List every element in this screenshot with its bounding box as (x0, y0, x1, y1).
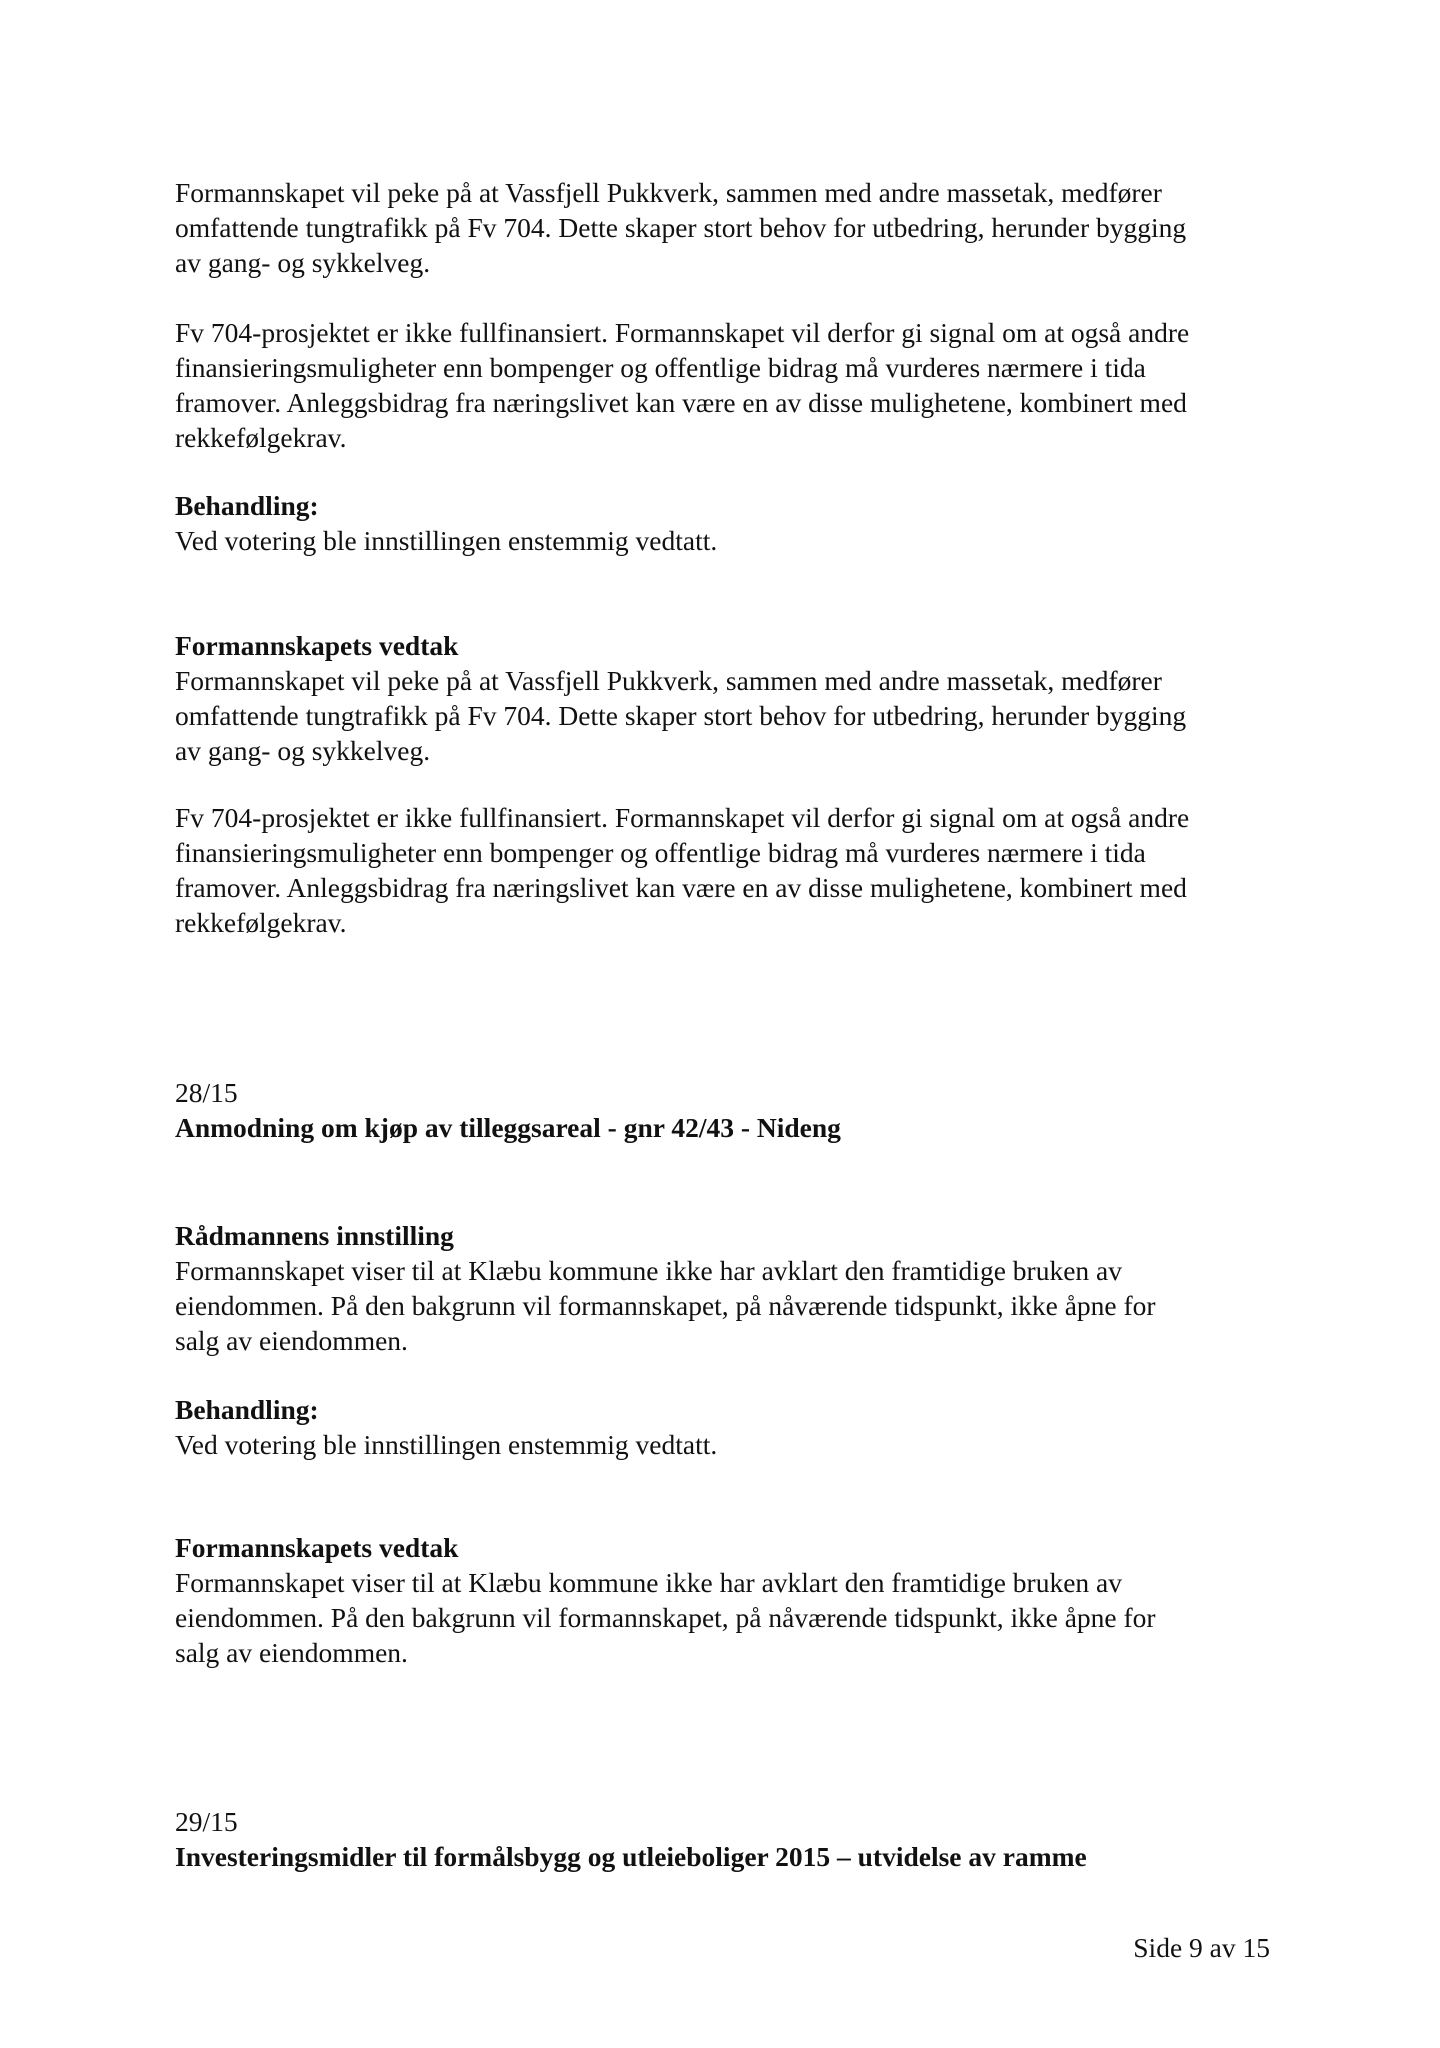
behandling-text: Ved votering ble innstillingen enstemmig vedtatt. (175, 1429, 718, 1460)
behandling-heading: Behandling: (175, 490, 319, 521)
intro-paragraph-2 (175, 315, 1295, 455)
intro-paragraph-1 (175, 175, 1295, 280)
text-line: Formannskapet viser til at Klæbu kommune ikke har avklart den framtidige bruken av (175, 1255, 1122, 1286)
text-line: omfattende tungtrafikk på Fv 704. Dette skaper stort behov for utbedring, herunder bygging (175, 212, 1187, 243)
text-line: Fv 704-prosjektet er ikke fullfinansiert. Formannskapet vil derfor gi signal om at også andre (175, 317, 1190, 348)
behandling-text: Ved votering ble innstillingen enstemmig vedtatt. (175, 525, 718, 556)
text-line: salg av eiendommen. (175, 1325, 408, 1356)
vedtak-paragraph-2 (175, 800, 1295, 940)
page-number: Side 9 av 15 (1133, 1932, 1270, 1963)
text-line: framover. Anleggsbidrag fra næringslivet kan være en av disse mulighetene, kombinert med (175, 387, 1187, 418)
vedtak-block (175, 1530, 1295, 1670)
behandling-block (175, 1392, 1295, 1462)
vedtak-block (175, 628, 1295, 768)
text-line: av gang- og sykkelveg. (175, 735, 431, 766)
text-line: rekkefølgekrav. (175, 907, 347, 938)
text-line: salg av eiendommen. (175, 1637, 408, 1668)
text-line: eiendommen. På den bakgrunn vil formannskapet, på nåværende tidspunkt, ikke åpne for (175, 1290, 1156, 1321)
text-line: eiendommen. På den bakgrunn vil formannskapet, på nåværende tidspunkt, ikke åpne for (175, 1602, 1156, 1633)
vedtak-heading: Formannskapets vedtak (175, 1532, 459, 1563)
case-number: 29/15 (175, 1806, 238, 1837)
text-line: Fv 704-prosjektet er ikke fullfinansiert. Formannskapet vil derfor gi signal om at også andre (175, 802, 1190, 833)
text-line: omfattende tungtrafikk på Fv 704. Dette skaper stort behov for utbedring, herunder bygging (175, 700, 1187, 731)
case-number: 28/15 (175, 1077, 238, 1108)
case-29-header (175, 1804, 1295, 1874)
text-line: finansieringsmuligheter enn bompenger og offentlige bidrag må vurderes nærmere i tida (175, 352, 1146, 383)
behandling-block (175, 488, 1295, 558)
text-line: Formannskapet viser til at Klæbu kommune ikke har avklart den framtidige bruken av (175, 1567, 1122, 1598)
innstilling-block (175, 1218, 1295, 1358)
text-line: Formannskapet vil peke på at Vassfjell Pukkverk, sammen med andre massetak, medfører (175, 665, 1162, 696)
text-line: rekkefølgekrav. (175, 422, 347, 453)
text-line: Formannskapet vil peke på at Vassfjell Pukkverk, sammen med andre massetak, medfører (175, 177, 1162, 208)
text-line: framover. Anleggsbidrag fra næringslivet kan være en av disse mulighetene, kombinert med (175, 872, 1187, 903)
vedtak-heading: Formannskapets vedtak (175, 630, 459, 661)
behandling-heading: Behandling: (175, 1394, 319, 1425)
text-line: av gang- og sykkelveg. (175, 247, 431, 278)
case-title: Anmodning om kjøp av tilleggsareal - gnr 42/43 - Nideng (175, 1112, 841, 1143)
case-28-header (175, 1075, 1295, 1145)
document-page (175, 0, 1295, 2048)
innstilling-heading: Rådmannens innstilling (175, 1220, 454, 1251)
case-title: Investeringsmidler til formålsbygg og utleieboliger 2015 – utvidelse av ramme (175, 1841, 1087, 1872)
text-line: finansieringsmuligheter enn bompenger og offentlige bidrag må vurderes nærmere i tida (175, 837, 1146, 868)
